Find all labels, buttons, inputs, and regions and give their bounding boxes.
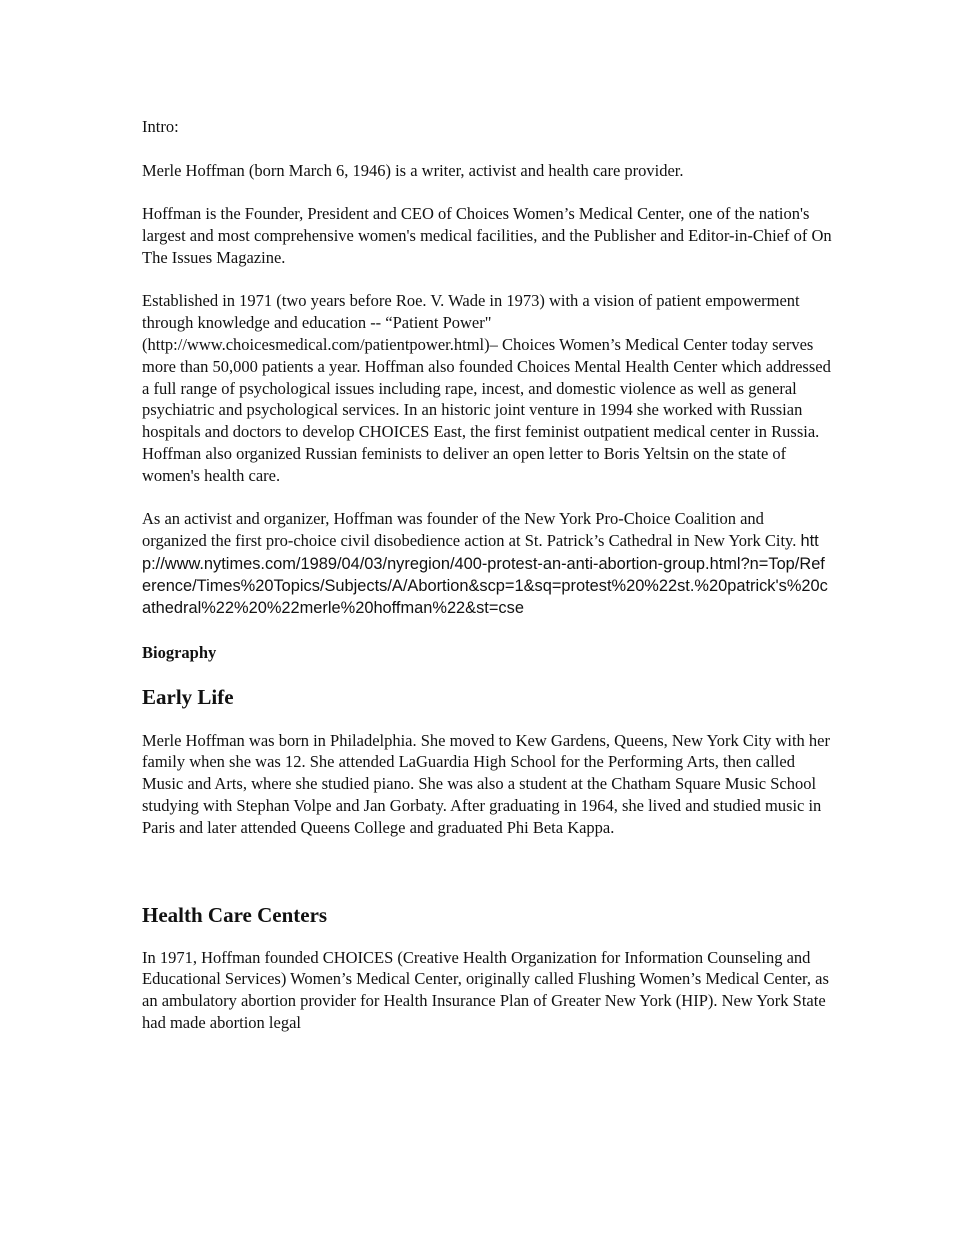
activist-paragraph-text: As an activist and organizer, Hoffman was founder of the New York Pro-Choice Coalition and organized the first pro-choice civil disobedience action at St. Patrick’s Cathedral in New York City. bbox=[142, 509, 797, 551]
early-life-paragraph: Merle Hoffman was born in Philadelphia. She moved to Kew Gardens, Queens, New York City with her family when she was 12. She attended LaGuardia High School for the Performing Arts, then called Music and Arts, where she studied piano. She was also a student at the Chatham Square Music School studying with Stephan Volpe and Jan Gorbaty. After graduating in 1964, she lived and studied music in Paris and later attended Queens College and graduated Phi Beta Kappa. bbox=[142, 730, 830, 837]
intro-sentence: Merle Hoffman (born March 6, 1946) is a writer, activist and health care provider. bbox=[142, 160, 684, 180]
nytimes-link[interactable]: http://www.nytimes.com/1989/04/03/nyregion/400-protest-an-anti-abortion-group.html?n=Top/Reference/Times%20Topics/Subjects/A/Abortion&scp=1&sq=protest%20%22st.%20patrick's%20cathedral%22%20%22merle%20hoffman%22&st=cse bbox=[142, 532, 828, 618]
intro-label: Intro: bbox=[142, 117, 179, 136]
early-life-heading: Early Life bbox=[142, 684, 234, 709]
established-paragraph: Established in 1971 (two years before Roe. V. Wade in 1973) with a vision of patient empowerment through knowledge and education -- “Patient Power" (http://www.choicesmedical.com/patientpower.html)– Choices Women’s Medical Center today serves more than 50,000 patients a year. Hoffman also founded Choices Mental Health Center which addressed a full range of psychological issues including rape, incest, and domestic violence as well as general psychiatric and psychological services. In an historic joint venture in 1994 she worked with Russian hospitals and doctors to develop CHOICES East, the first feminist outpatient medical center in Russia. Hoffman also organized Russian feminists to deliver an open letter to Boris Yeltsin on the state of women's health care. bbox=[142, 291, 831, 485]
biography-label: Biography bbox=[142, 642, 217, 662]
document-body bbox=[142, 116, 832, 1034]
activist-paragraph bbox=[142, 508, 832, 619]
founder-paragraph: Hoffman is the Founder, President and CEO of Choices Women’s Medical Center, one of the nation's largest and most comprehensive women's medical facilities, and the Publisher and Editor-in-Chief of On The Issues Magazine. bbox=[142, 204, 832, 267]
health-care-paragraph: In 1971, Hoffman founded CHOICES (Creative Health Organization for Information Counseling and Educational Services) Women’s Medical Center, originally called Flushing Women’s Medical Center, as an ambulatory abortion provider for Health Insurance Plan of Greater New York (HIP). New York State had made abortion legal bbox=[142, 947, 829, 1032]
health-care-heading: Health Care Centers bbox=[142, 902, 328, 927]
